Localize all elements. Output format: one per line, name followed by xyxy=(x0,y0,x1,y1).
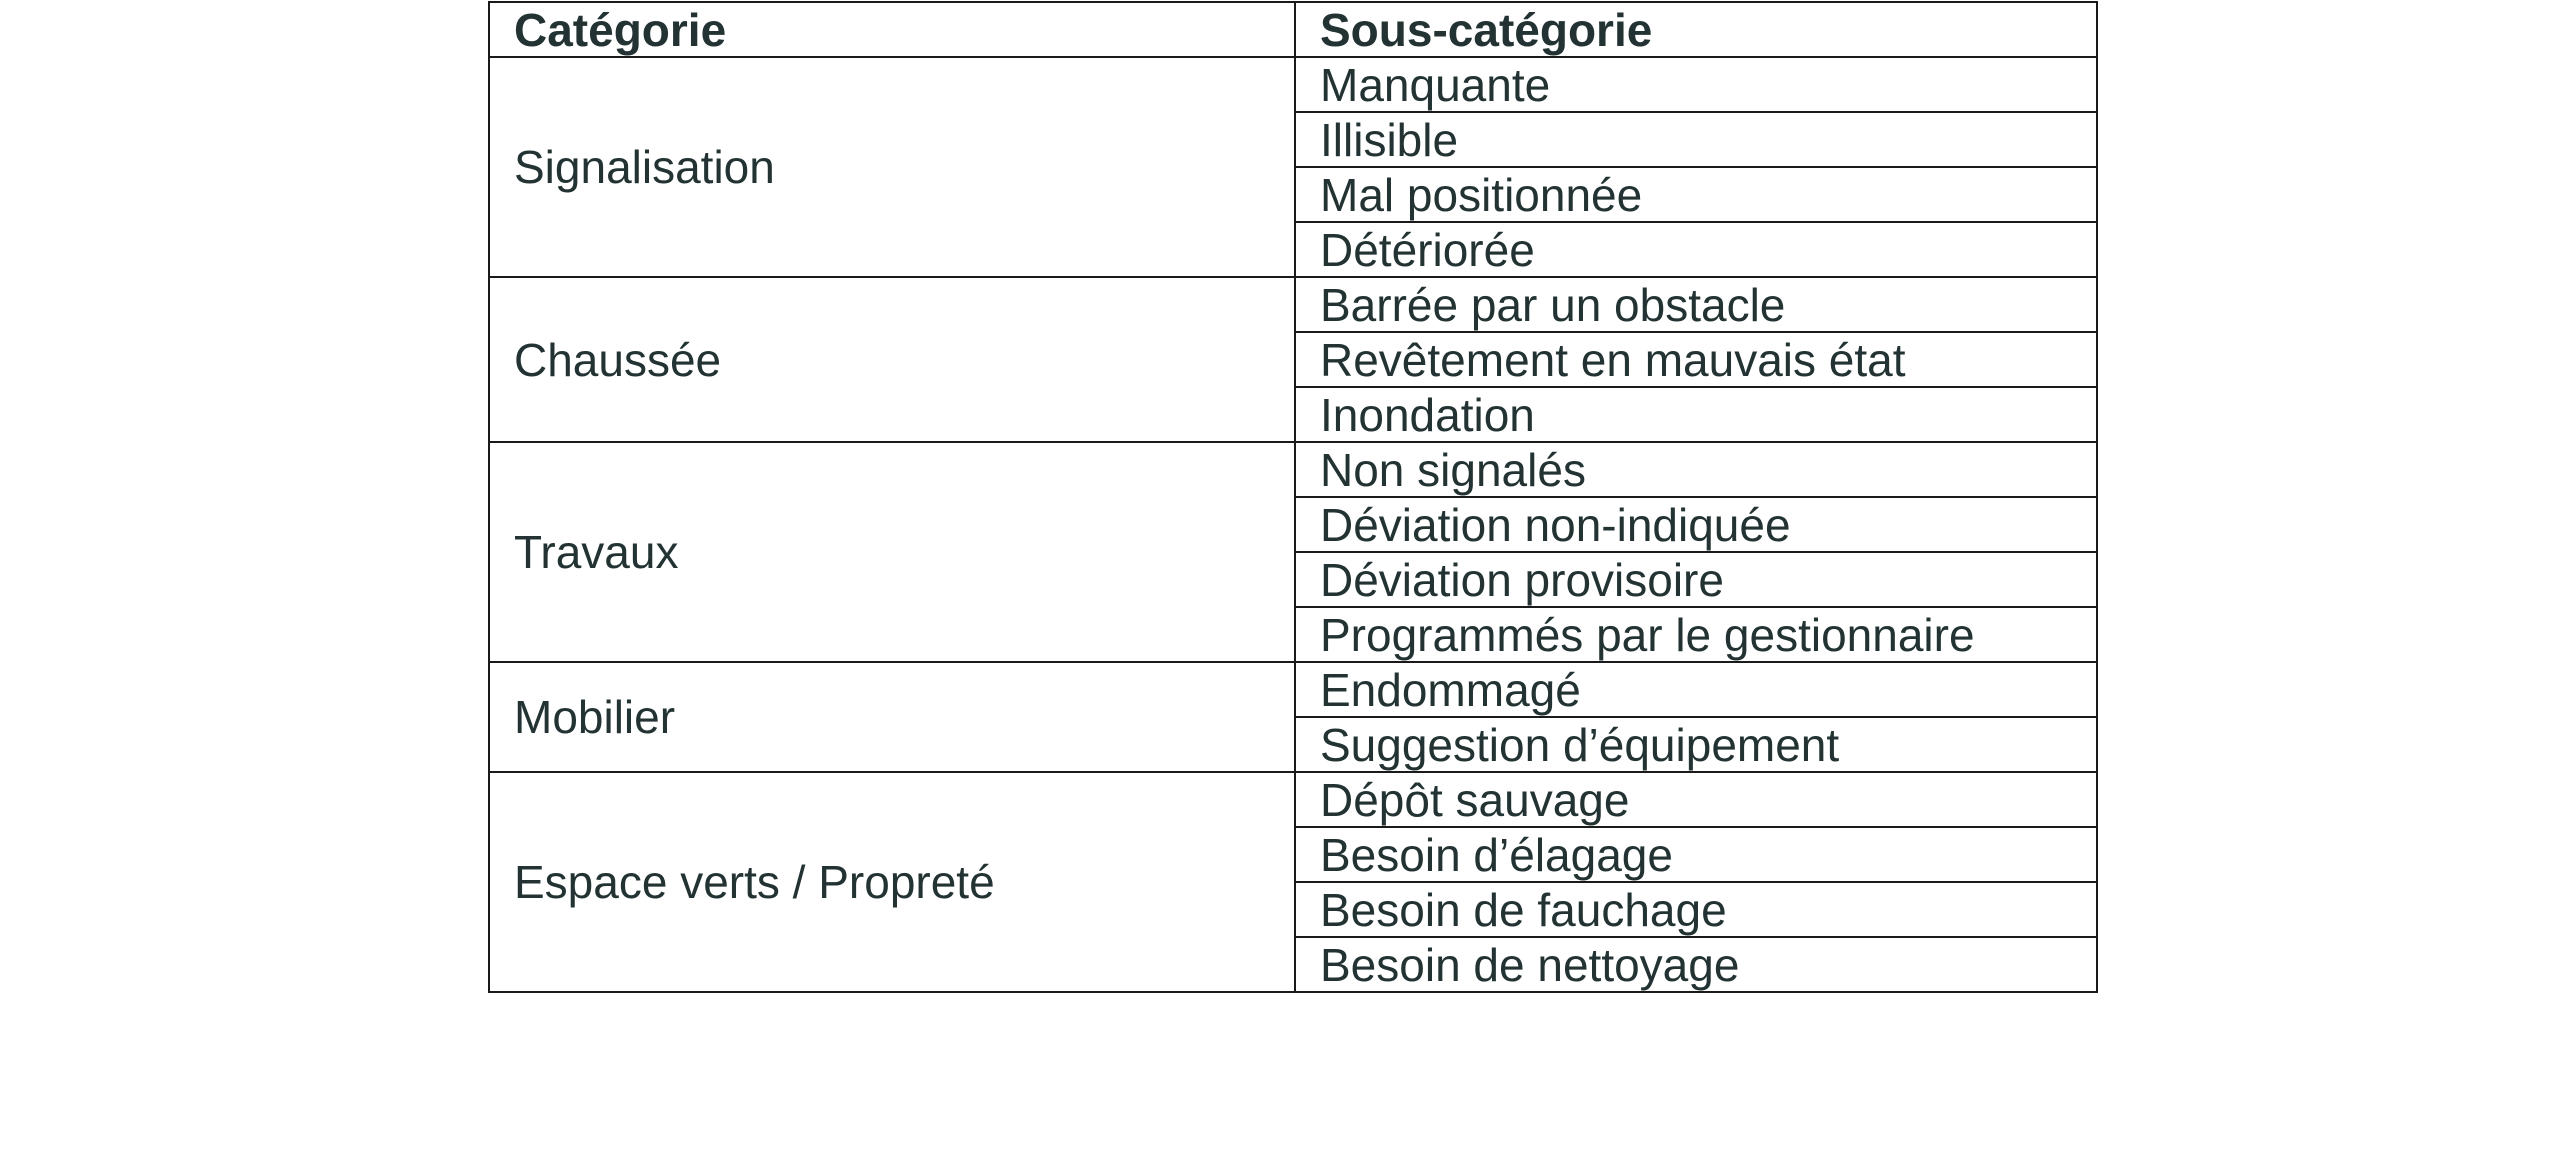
subcategory-cell: Revêtement en mauvais état xyxy=(1295,332,2097,387)
table-row xyxy=(489,442,2097,497)
table-header-row xyxy=(489,2,2097,57)
subcategory-cell: Mal positionnée xyxy=(1295,167,2097,222)
category-cell: Signalisation xyxy=(489,57,1295,277)
subcategory-cell: Déviation non-indiquée xyxy=(1295,497,2097,552)
subcategory-cell: Besoin de fauchage xyxy=(1295,882,2097,937)
category-cell: Mobilier xyxy=(489,662,1295,772)
table-body xyxy=(489,57,2097,992)
table-row xyxy=(489,57,2097,112)
table-row xyxy=(489,277,2097,332)
subcategory-cell: Manquante xyxy=(1295,57,2097,112)
table-row xyxy=(489,662,2097,717)
subcategory-cell: Déviation provisoire xyxy=(1295,552,2097,607)
header-category: Catégorie xyxy=(489,2,1295,57)
category-cell: Travaux xyxy=(489,442,1295,662)
subcategory-cell: Non signalés xyxy=(1295,442,2097,497)
subcategory-cell: Inondation xyxy=(1295,387,2097,442)
subcategory-cell: Dépôt sauvage xyxy=(1295,772,2097,827)
subcategory-cell: Détériorée xyxy=(1295,222,2097,277)
category-cell: Chaussée xyxy=(489,277,1295,442)
header-subcategory: Sous-catégorie xyxy=(1295,2,2097,57)
subcategory-cell: Endommagé xyxy=(1295,662,2097,717)
subcategory-cell: Suggestion d’équipement xyxy=(1295,717,2097,772)
subcategory-cell: Illisible xyxy=(1295,112,2097,167)
subcategory-cell: Besoin d’élagage xyxy=(1295,827,2097,882)
subcategory-cell: Besoin de nettoyage xyxy=(1295,937,2097,992)
category-cell: Espace verts / Propreté xyxy=(489,772,1295,992)
category-table xyxy=(488,1,2098,993)
subcategory-cell: Programmés par le gestionnaire xyxy=(1295,607,2097,662)
table-row xyxy=(489,772,2097,827)
subcategory-cell: Barrée par un obstacle xyxy=(1295,277,2097,332)
